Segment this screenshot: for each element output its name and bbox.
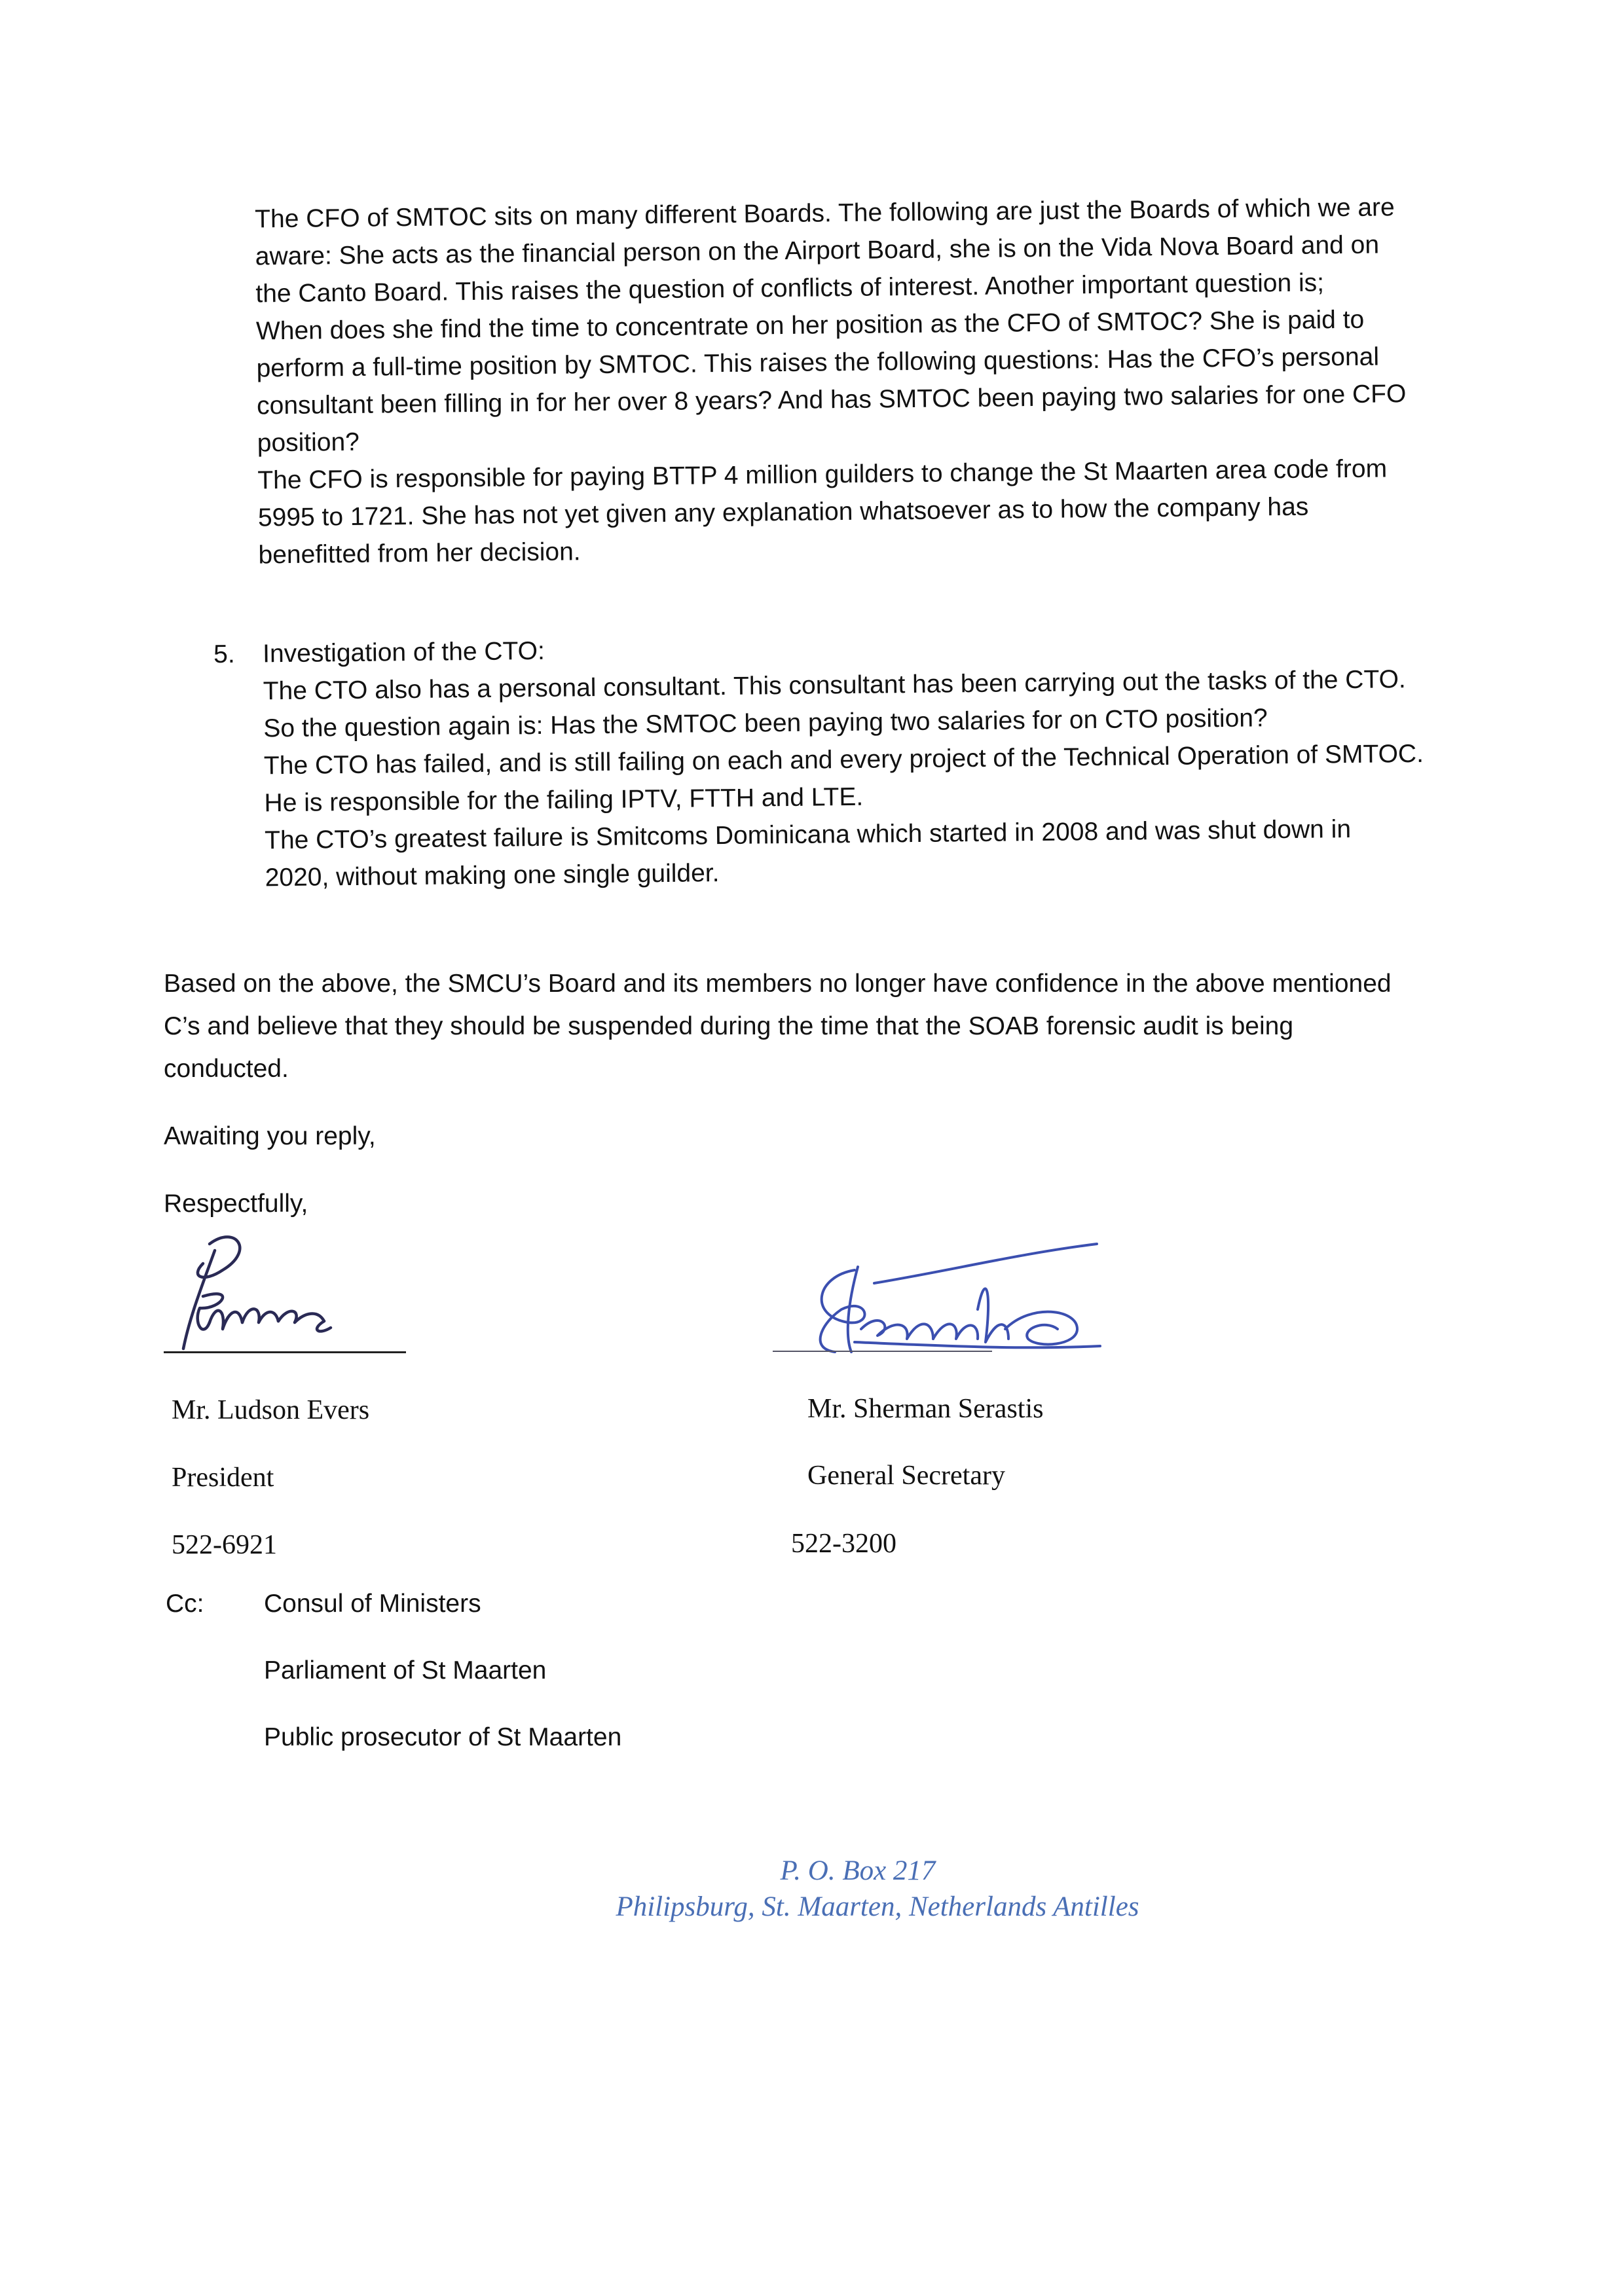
regards-line: Respectfully, xyxy=(164,1190,308,1218)
cfo-line: The CFO of SMTOC sits on many different Boards. The following are just the Boards of which we are xyxy=(254,193,1395,234)
footer-po-box: P. O. Box 217 xyxy=(780,1855,936,1886)
signature-line-left xyxy=(164,1351,406,1353)
cto-line: He is responsible for the failing IPTV, FTTH and LTE. xyxy=(264,782,864,818)
cfo-line: benefitted from her decision. xyxy=(258,538,581,570)
cc-label: Cc: xyxy=(166,1590,204,1618)
closing-line: Awaiting you reply, xyxy=(164,1122,376,1150)
conclusion-line: Based on the above, the SMCU’s Board and its members no longer have confidence in the above mentioned xyxy=(164,970,1392,998)
cc-recipient: Consul of Ministers xyxy=(264,1590,481,1618)
cfo-line: 5995 to 1721. She has not yet given any explanation whatsoever as to how the company has xyxy=(257,492,1309,532)
cfo-line: perform a full-time position by SMTOC. This raises the following questions: Has the CFO’s personal xyxy=(256,342,1380,383)
signatory-name: Mr. Sherman Serastis xyxy=(807,1394,1044,1424)
cto-line: The CTO’s greatest failure is Smitcoms Dominicana which started in 2008 and was shut down in xyxy=(264,815,1352,855)
cfo-line: The CFO is responsible for paying BTTP 4 million guilders to change the St Maarten area code from xyxy=(257,454,1388,495)
signatory-name: Mr. Ludson Evers xyxy=(172,1395,370,1425)
section-number: 5. xyxy=(213,640,235,669)
signatory-phone: 522-6921 xyxy=(172,1530,277,1560)
cc-recipient: Parliament of St Maarten xyxy=(264,1656,547,1685)
footer-address: Philipsburg, St. Maarten, Netherlands Antilles xyxy=(616,1891,1139,1922)
conclusion-paragraph xyxy=(164,962,1473,1090)
cfo-line: position? xyxy=(257,428,360,458)
cc-recipient: Public prosecutor of St Maarten xyxy=(264,1723,622,1751)
cto-line: The CTO has failed, and is still failing on each and every project of the Technical Operation of SMTOC. xyxy=(263,739,1424,780)
cfo-paragraph xyxy=(255,188,1470,574)
signatory-title: President xyxy=(172,1463,274,1493)
cto-line: So the question again is: Has the SMTOC been paying two salaries for on CTO position? xyxy=(263,704,1268,743)
signature-serastis xyxy=(769,1231,1110,1362)
cfo-line: aware: She acts as the financial person on the Airport Board, she is on the Vida Nova Board and on xyxy=(255,230,1380,271)
section-title: Investigation of the CTO: xyxy=(262,636,545,668)
cto-line: 2020, without making one single guilder. xyxy=(265,859,720,892)
cto-paragraph xyxy=(263,660,1476,896)
conclusion-line: C’s and believe that they should be suspended during the time that the SOAB forensic audit is being xyxy=(164,1012,1294,1040)
signature-line-right xyxy=(773,1351,992,1352)
signature-evers xyxy=(164,1224,426,1355)
cfo-line: When does she find the time to concentrate on her position as the CFO of SMTOC? She is paid to xyxy=(255,305,1365,346)
signatory-phone: 522-3200 xyxy=(791,1529,896,1559)
cfo-line: the Canto Board. This raises the question of conflicts of interest. Another important question is; xyxy=(255,268,1325,308)
cto-line: The CTO also has a personal consultant. This consultant has been carrying out the tasks of the CTO. xyxy=(263,665,1406,706)
signatory-title: General Secretary xyxy=(807,1461,1005,1491)
cfo-line: consultant been filling in for her over 8 years? And has SMTOC been paying two salaries for one CFO xyxy=(256,380,1407,420)
conclusion-line: conducted. xyxy=(164,1055,289,1083)
